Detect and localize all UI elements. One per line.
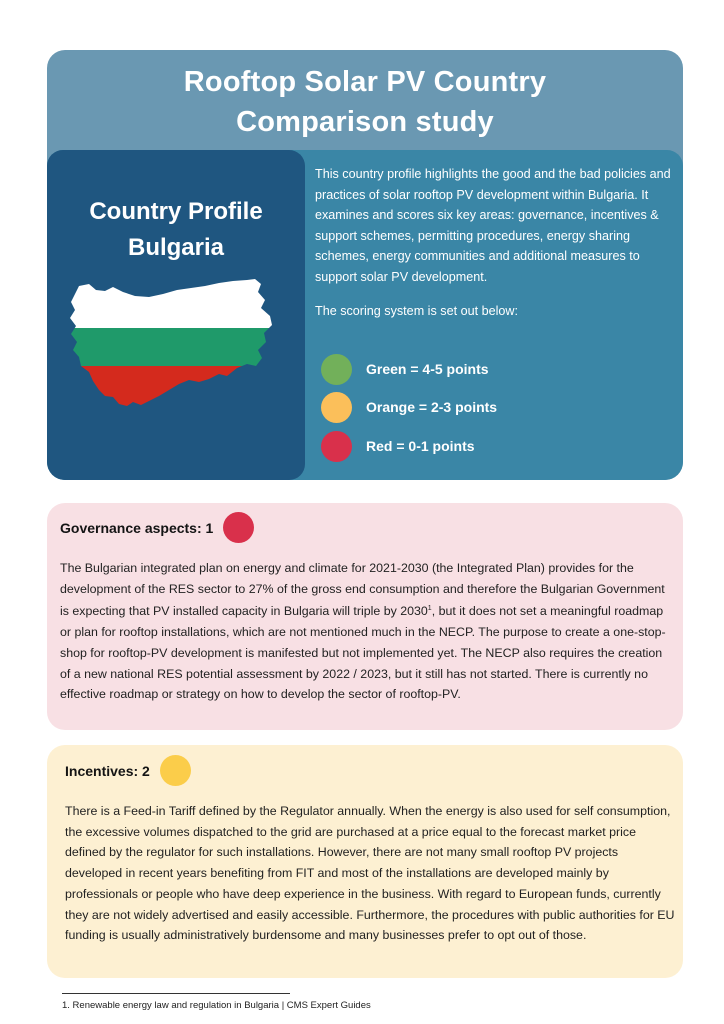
scoring-intro: The scoring system is set out below: (315, 304, 518, 318)
bulgaria-flag-map-icon (69, 278, 281, 408)
governance-heading-row (60, 512, 254, 543)
red-dot-icon (321, 431, 352, 462)
incentives-text: There is a Feed-in Tariff defined by the Regulator annually. When the energy is also used for self consumption, the excessive volumes dispatched to the grid are purchased at a price equal to the forecast market price defined by the regulator for such installations. However, there are not many small rooftop PV projects developed in recent years benefiting from FIT and most of the installations are developed mainly by professionals or people who have deep experience in the business. With regard to European funds, currently they are not widely advertised and easily accessible. Furthermore, the procedures with public authorities for EU funding is usually administratively burdensome and many businesses prefer to opt out of those. (65, 804, 675, 943)
country-name: Bulgaria (127, 234, 225, 261)
incentives-heading: Incentives: 2 (65, 762, 150, 779)
governance-text-part1: The Bulgarian integrated plan on energy and climate for 2021-2030 (the Integrated Plan) provides for the development of the RES sector to 27% of the gross end consumption and therefore the Bulgarian Government is expecting that PV installed capacity in Bulgaria will triple by 2030 (60, 561, 665, 619)
governance-heading: Governance aspects: 1 (60, 519, 214, 536)
governance-card (47, 503, 683, 730)
green-dot-icon (321, 354, 352, 385)
incentives-heading-row (65, 755, 191, 786)
page-title-line1: Rooftop Solar PV Country (183, 66, 547, 98)
footnote-divider (62, 993, 290, 994)
profile-label: Country Profile (89, 198, 263, 225)
governance-score-dot-icon (223, 512, 254, 543)
legend-green-label: Green = 4-5 points (366, 361, 489, 377)
hero-banner (47, 50, 683, 480)
incentives-score-dot-icon (160, 755, 191, 786)
legend-orange-label: Orange = 2-3 points (366, 399, 498, 415)
legend-red (321, 430, 475, 462)
intro-description (315, 164, 671, 336)
country-profile-title (47, 194, 305, 266)
intro-text: This country profile highlights the good and the bad policies and practices of solar rooftop PV development within Bulgaria. It examines and scores six key areas: governance, incentives & support schemes, permitting procedures, energy sharing schemes, energy communities and additional measures to support solar PV development. (315, 167, 671, 284)
legend-orange (321, 391, 497, 423)
flag-white-band (69, 278, 281, 328)
orange-dot-icon (321, 392, 352, 423)
footnote-ref: 1 (427, 605, 432, 613)
country-profile-panel (47, 150, 305, 480)
legend-red-label: Red = 0-1 points (366, 438, 475, 454)
governance-text (60, 558, 674, 705)
page-title (47, 62, 683, 142)
flag-red-band (69, 366, 281, 408)
legend-green (321, 353, 489, 385)
page-title-line2: Comparison study (236, 106, 494, 138)
governance-text-part2: , but it does not set a meaningful roadmap or plan for rooftop installations, which are not mentioned much in the NECP. The purpose to create a one-stop-shop for rooftop-PV development is manifested but not implemented yet. The NECP also requires the creation of a new national RES potential assessment by 2022 / 2023, but it still has not started. There is currently no effective roadmap or strategy on how to develop the sector of rooftop-PV. (60, 604, 666, 702)
footnote: 1. Renewable energy law and regulation in Bulgaria | CMS Expert Guides (62, 1000, 371, 1011)
flag-green-band (69, 328, 281, 366)
incentives-card (47, 745, 683, 978)
